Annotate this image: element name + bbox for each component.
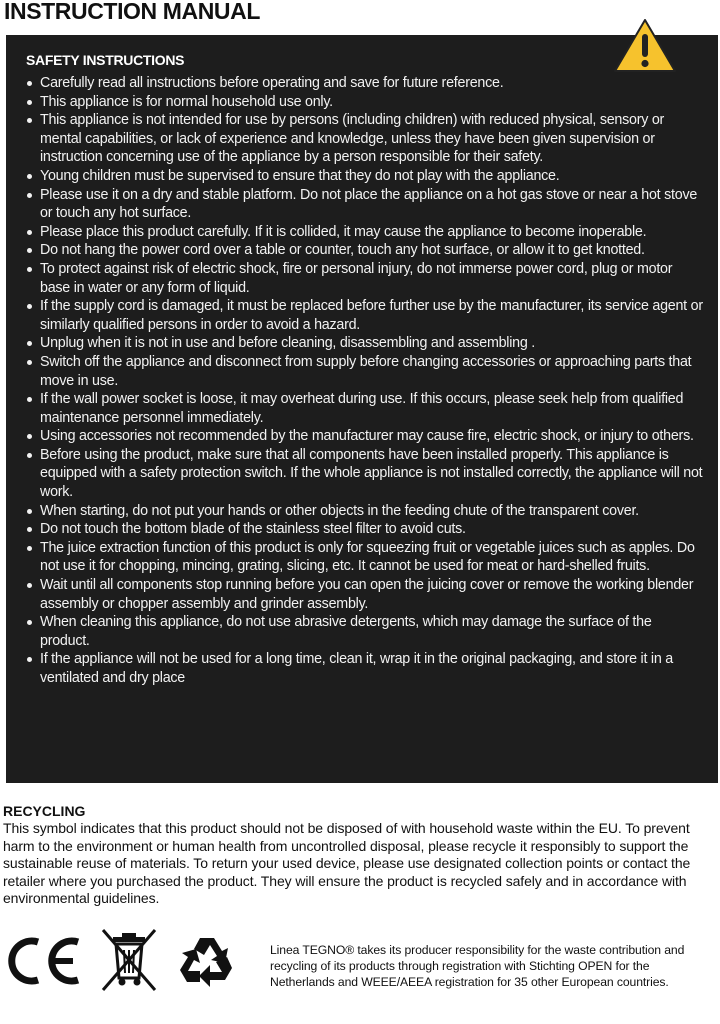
safety-instruction-item: Please place this product carefully. If it is collided, it may cause the appliance to become inoperable. (26, 223, 704, 242)
safety-instructions-box (6, 35, 718, 783)
safety-instruction-item: Using accessories not recommended by the manufacturer may cause fire, electric shock, or injury to others. (26, 427, 704, 446)
safety-instruction-item: Young children must be supervised to ensure that they do not play with the appliance. (26, 167, 704, 186)
crossed-out-bin-icon (98, 926, 160, 994)
recycle-icon (178, 934, 238, 990)
safety-instruction-item: If the appliance will not be used for a long time, clean it, wrap it in the original packaging, and store it in a ventilated and dry place (26, 650, 704, 687)
warning-triangle-icon (612, 17, 678, 75)
safety-instruction-item: Switch off the appliance and disconnect from supply before changing accessories or approaching parts that move in use. (26, 353, 704, 390)
safety-instruction-item: Do not touch the bottom blade of the stainless steel filter to avoid cuts. (26, 520, 704, 539)
page-title: INSTRUCTION MANUAL (4, 0, 260, 24)
safety-list (26, 74, 704, 688)
safety-instruction-item: If the supply cord is damaged, it must be replaced before further use by the manufacturer, its service agent or similarly qualified persons in order to avoid a hazard. (26, 297, 704, 334)
safety-instruction-item: If the wall power socket is loose, it may overheat during use. If this occurs, please seek help from qualified maintenance personnel immediately. (26, 390, 704, 427)
producer-responsibility-text: Linea TEGNO® takes its producer responsibility for the waste contribution and recycling of its products through registration with Stichting OPEN for the Netherlands and WEEE/AEEA registration for 35 other European countries. (270, 943, 685, 989)
safety-instruction-item: This appliance is for normal household use only. (26, 93, 704, 112)
compliance-logos (4, 926, 264, 994)
safety-instruction-item: This appliance is not intended for use by persons (including children) with reduced physical, sensory or mental capabilities, or lack of experience and knowledge, unless they have been given supervision or instruction concerning use of the appliance by a person responsible for their safety. (26, 111, 704, 167)
safety-instruction-item: When starting, do not put your hands or other objects in the feeding chute of the transparent cover. (26, 502, 704, 521)
safety-instruction-item: Do not hang the power cord over a table or counter, touch any hot surface, or allow it to get knotted. (26, 241, 704, 260)
safety-instruction-item: The juice extraction function of this product is only for squeezing fruit or vegetable juices such as apples. Do not use it for chopping, mincing, grating, slicing, etc. It cannot be used for meat or hard-shelled fruits. (26, 539, 704, 576)
recycling-heading: RECYCLING (3, 803, 86, 819)
safety-instruction-item: Carefully read all instructions before operating and save for future reference. (26, 74, 704, 93)
safety-instruction-item: Unplug when it is not in use and before cleaning, disassembling and assembling . (26, 334, 704, 353)
safety-instruction-item: Before using the product, make sure that all components have been installed properly. This appliance is equipped with a safety protection switch. If the whole appliance is not installed correctly, the appliance will not work. (26, 446, 704, 502)
safety-instruction-item: Wait until all components stop running before you can open the juicing cover or remove the working blender assembly or chopper assembly and grinder assembly. (26, 576, 704, 613)
ce-mark-icon (4, 934, 82, 988)
safety-heading: SAFETY INSTRUCTIONS (26, 52, 185, 68)
safety-instruction-item: When cleaning this appliance, do not use abrasive detergents, which may damage the surface of the product. (26, 613, 704, 650)
recycling-section (3, 803, 715, 908)
recycling-text: This symbol indicates that this product should not be disposed of with household waste within the EU. To prevent harm to the environment or human health from uncontrolled disposal, please recycle it responsibly to support the sustainable reuse of materials. To return your used device, please use designated collection points or contact the retailer where you purchased the product. They will ensure the product is recycled safely and in accordance with environmental guidelines. (3, 820, 691, 907)
safety-instruction-item: To protect against risk of electric shock, fire or personal injury, do not immerse power cord, plug or motor base in water or any form of liquid. (26, 260, 704, 297)
safety-instruction-item: Please use it on a dry and stable platform. Do not place the appliance on a hot gas stove or near a hot stove or touch any hot surface. (26, 186, 704, 223)
